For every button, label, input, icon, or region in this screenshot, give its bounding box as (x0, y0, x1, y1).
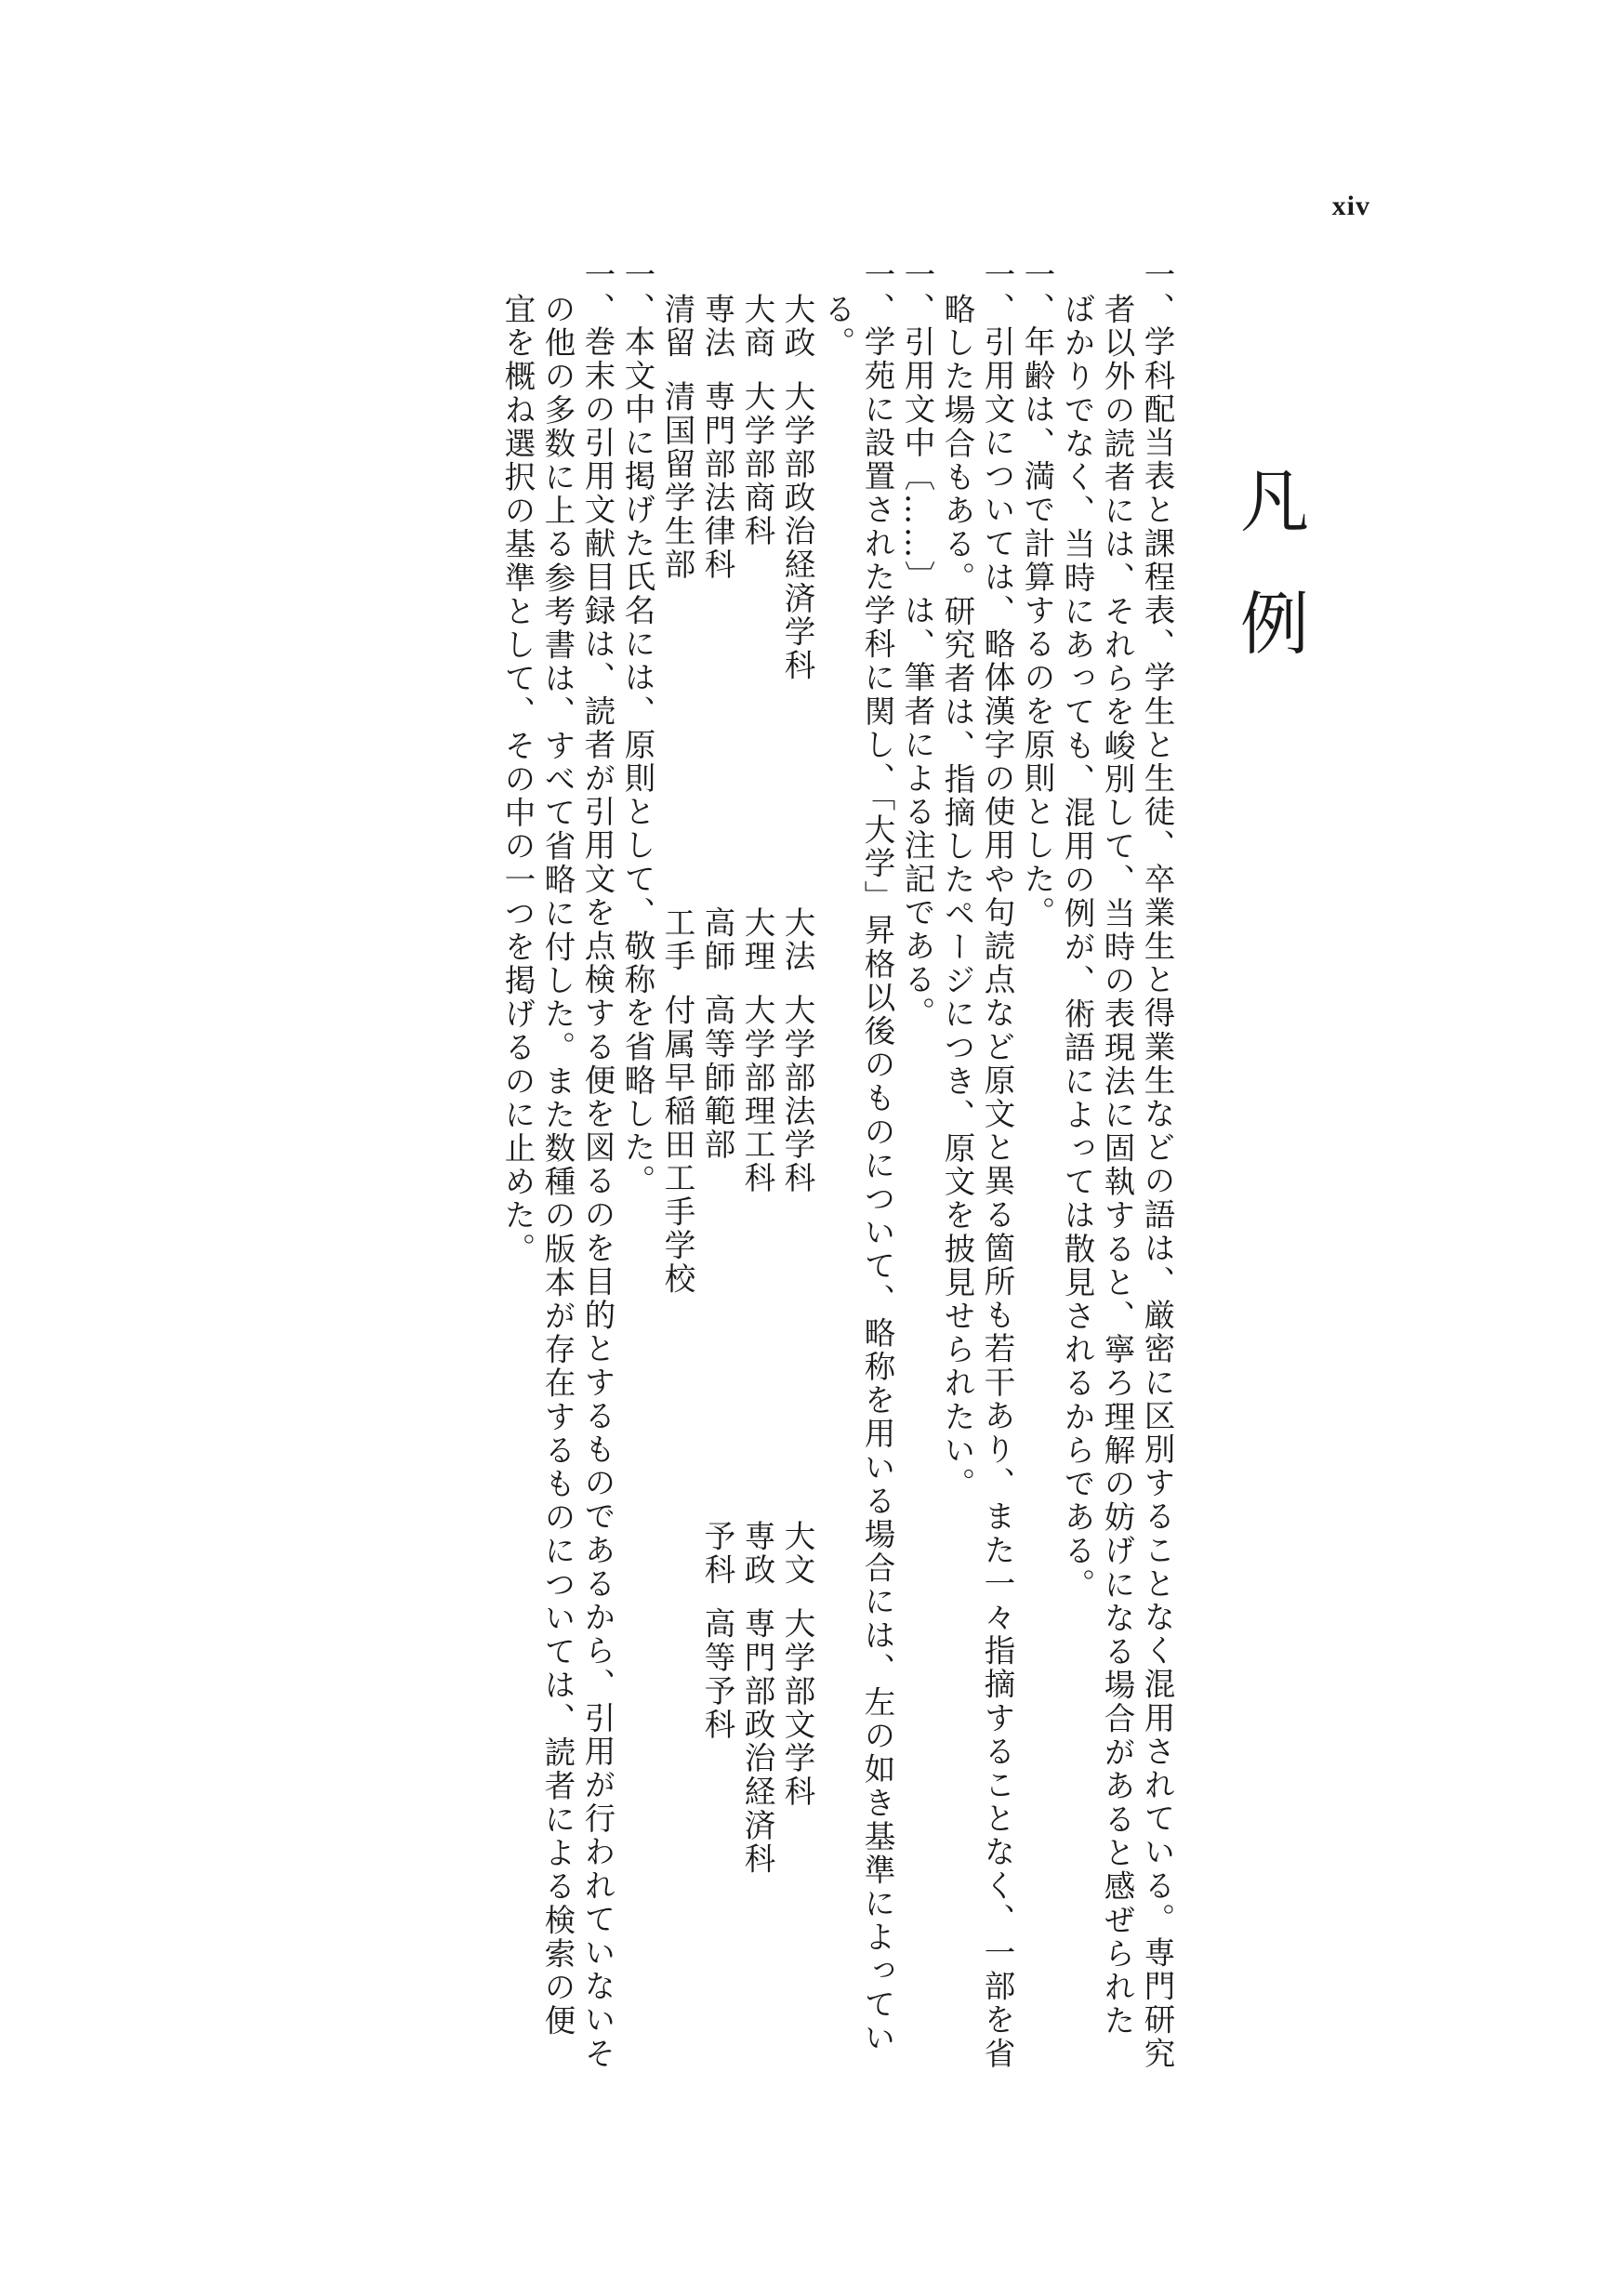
bullet-mark: 一、 (619, 258, 655, 326)
paragraph-text: 学科配当表と課程表、学生と生徒、卒業生と得業生などの語は、厳密に区別することなく混用されている。専門研究者以外の読者には、それらを峻別して、当時の表現法に固執すると、寧ろ理解の妨げになる場合があると感ぜられたばかりでなく、当時にあっても、混用の例が、術語によっては散見されるからである。 (1059, 292, 1175, 2071)
abbreviation-value: 高等師範部 (699, 994, 735, 1162)
abbreviation-entry (697, 1520, 737, 1742)
page-number: xiv (1331, 191, 1370, 221)
list-item (897, 258, 937, 2071)
bullet-mark: 一、 (1019, 258, 1055, 326)
abbreviation-key: 大文 (779, 1519, 815, 1588)
bullet-mark: 一、 (979, 258, 1015, 326)
abbreviation-key: 清留 (659, 292, 695, 361)
list-item (1057, 258, 1177, 2071)
abbreviation-value: 大学部文学科 (779, 1607, 815, 1809)
page-title: 凡例 (1229, 465, 1309, 710)
abbreviation-entry (777, 1520, 817, 1809)
abbreviation-key: 専政 (739, 1519, 775, 1588)
abbreviation-row (737, 293, 777, 2071)
list-item (817, 258, 897, 2071)
list-item (1017, 258, 1057, 2071)
body-text (497, 258, 1177, 2071)
abbreviation-entry (777, 293, 817, 906)
abbreviation-value: 専門部政治経済科 (739, 1607, 775, 1876)
abbreviation-key: 大商 (739, 292, 775, 361)
abbreviation-entry (697, 293, 737, 906)
abbreviation-key: 工手 (659, 905, 695, 974)
bullet-mark: 一、 (1139, 258, 1175, 326)
abbreviation-entry (657, 906, 697, 1296)
abbreviation-value: 清国留学生部 (659, 380, 695, 582)
abbreviation-value: 高等予科 (699, 1607, 735, 1742)
abbreviation-key: 予科 (699, 1519, 735, 1588)
abbreviation-key: 大理 (739, 905, 775, 974)
paragraph-text: 引用文中〔……〕は、筆者による注記である。 (899, 325, 935, 1031)
abbreviation-value: 専門部法律科 (699, 380, 735, 582)
paragraph-text: 引用文については、略体漢字の使用や句読点など原文と異る箇所も若干あり、また一々指摘することなく、一部を省略した場合もある。研究者は、指摘したページにつき、原文を披見せられたい。 (939, 292, 1015, 2071)
paragraph-text: 本文中に掲げた氏名には、原則として、敬称を省略した。 (619, 325, 655, 1198)
bullet-mark: 一、 (579, 258, 615, 326)
abbreviation-value: 付属早稲田工手学校 (659, 994, 695, 1296)
abbreviation-key: 専法 (699, 292, 735, 361)
abbreviation-key: 大法 (779, 905, 815, 974)
abbreviation-row (657, 293, 697, 2071)
abbreviation-entry (657, 293, 697, 906)
abbreviation-value: 大学部理工科 (739, 994, 775, 1195)
abbreviation-key: 大政 (779, 292, 815, 361)
paragraph-text: 年齢は、満で計算するのを原則とした。 (1019, 325, 1055, 930)
abbreviation-entry (697, 906, 737, 1520)
list-item (617, 258, 657, 2071)
abbreviation-key: 高師 (699, 905, 735, 974)
paragraph-text: 巻末の引用文献目録は、読者が引用文を点検する便を図るのを目的とするものであるから、引用が行われていないその他の多数に上る参考書は、すべて省略に付した。また数種の版本が存在するものについては、読者による検索の便宜を概ね選択の基準として、その中の一つを掲げるのに止めた。 (499, 292, 615, 2071)
abbreviation-row (777, 293, 817, 2071)
list-item (937, 258, 1017, 2071)
bullet-mark: 一、 (899, 258, 935, 326)
abbreviation-entry (737, 906, 777, 1520)
abbreviation-entry (777, 906, 817, 1520)
abbreviation-value: 大学部商科 (739, 380, 775, 548)
paragraph-text: 学苑に設置された学科に関し、「大学」昇格以後のものについて、略称を用いる場合には、左の如き基準によっている。 (819, 292, 895, 2055)
bullet-mark: 一、 (859, 258, 895, 326)
list-item (497, 258, 617, 2071)
abbreviation-entry (737, 1520, 777, 1876)
abbreviation-value: 大学部政治経済学科 (779, 380, 815, 682)
abbreviation-row (697, 293, 737, 2071)
abbreviation-table (657, 258, 817, 2071)
abbreviation-value: 大学部法学科 (779, 994, 815, 1195)
abbreviation-entry (737, 293, 777, 906)
